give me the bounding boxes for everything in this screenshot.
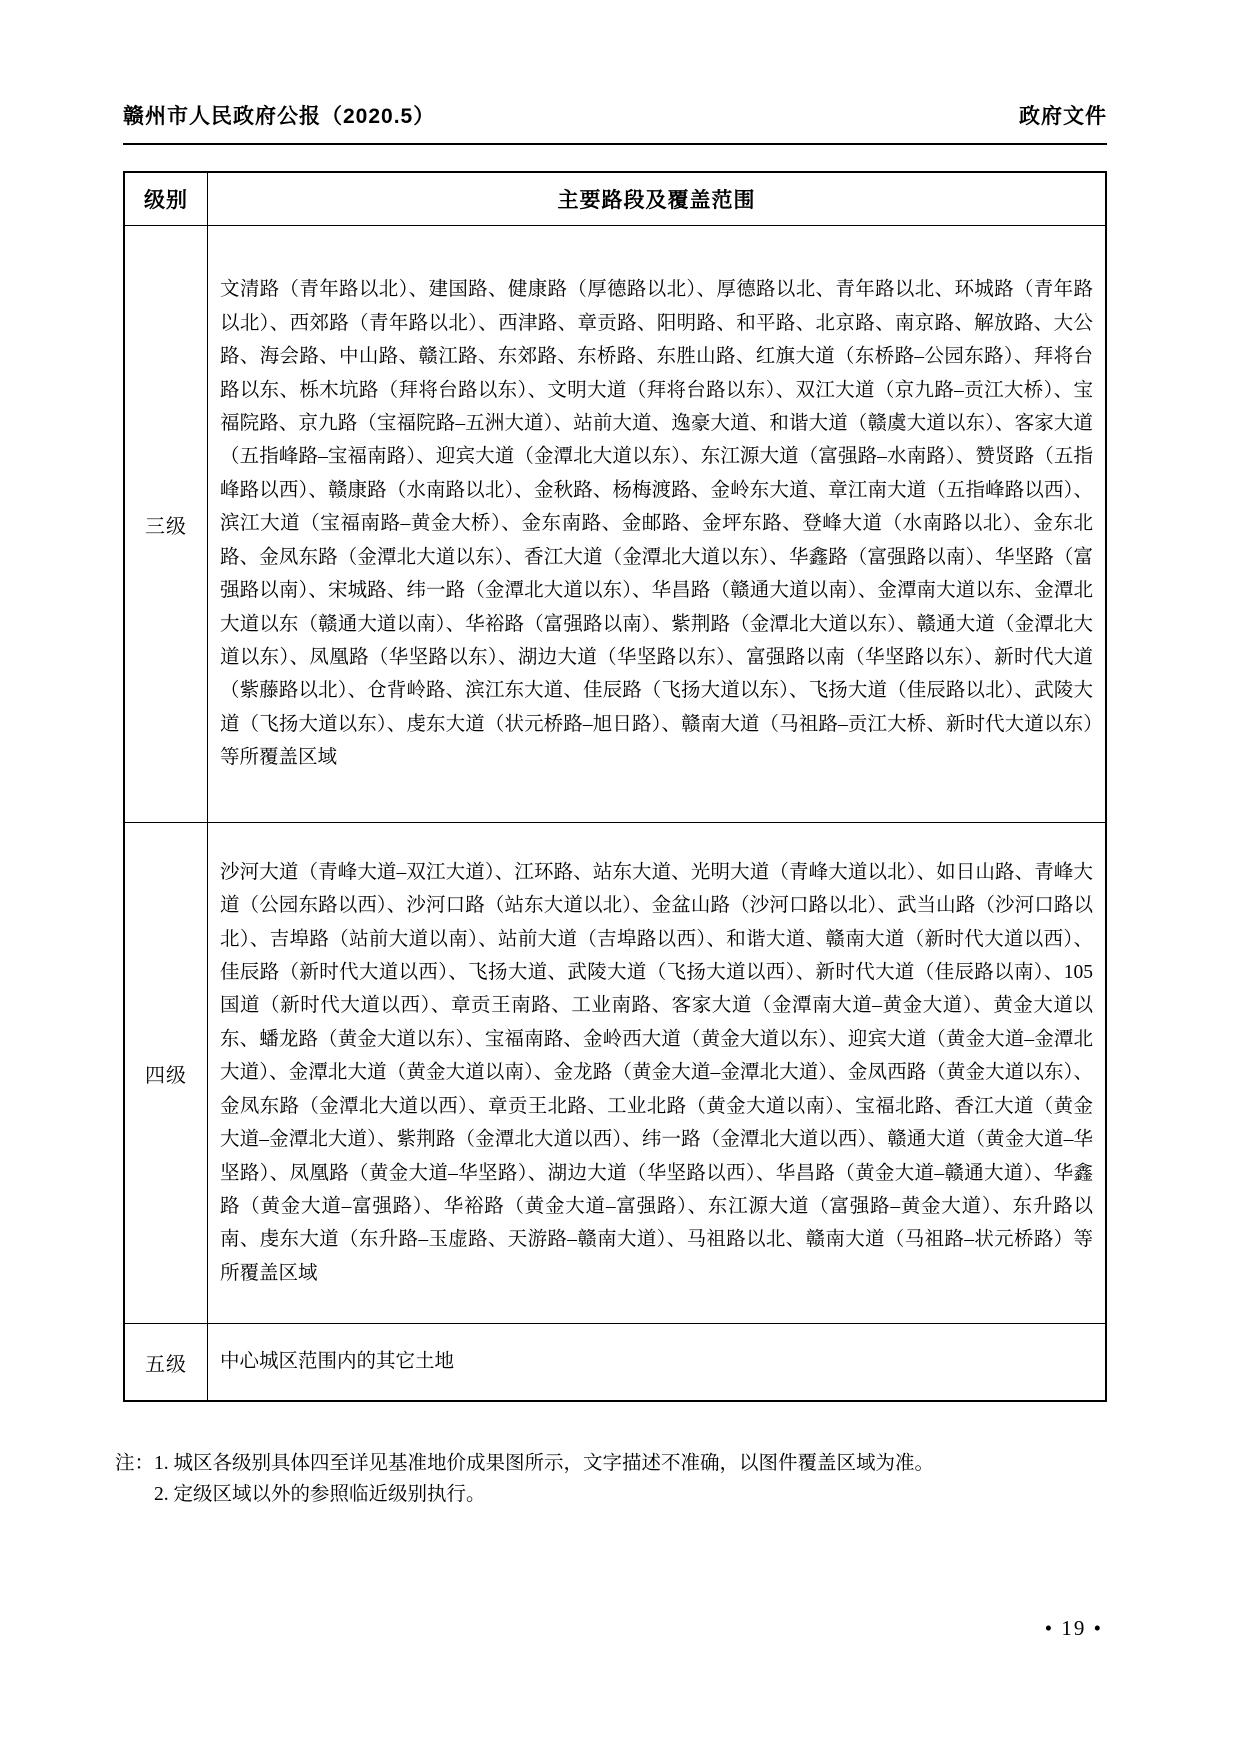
coverage-cell: 沙河大道（青峰大道–双江大道）、江环路、站东大道、光明大道（青峰大道以北）、如日山路、青峰大道（公园东路以西）、沙河口路（站东大道以北）、金盆山路（沙河口路以北）、武当山路（沙河口路以北）、吉埠路（站前大道以南）、站前大道（吉埠路以西）、和谐大道、赣南大道（新时代大道以西）、佳辰路（新时代大道以西）、飞扬大道、武陵大道（飞扬大道以西）、新时代大道（佳辰路以南）、105国道（新时代大道以西）、章贡王南路、工业南路、客家大道（金潭南大道–黄金大道）、黄金大道以东、蟠龙路（黄金大道以东）、宝福南路、金岭西大道（黄金大道以东）、迎宾大道（黄金大道–金潭北大道）、金潭北大道（黄金大道以南）、金龙路（黄金大道–金潭北大道）、金凤西路（黄金大道以东）、金凤东路（金潭北大道以西）、章贡王北路、工业北路（黄金大道以南）、宝福北路、香江大道（黄金大道–金潭北大道）、紫荆路（金潭北大道以西）、纬一路（金潭北大道以西）、赣通大道（黄金大道–华坚路）、凤凰路（黄金大道–华坚路）、湖边大道（华坚路以西）、华昌路（黄金大道–赣通大道）、华鑫路（黄金大道–富强路）、华裕路（黄金大道–富强路）、东江源大道（富强路–黄金大道）、东升路以南、虔东大道（东升路–玉虚路、天游路–赣南大道）、马祖路以北、赣南大道（马祖路–状元桥路）等所覆盖区域 [208,823,1107,1324]
level-cell: 三级 [124,226,208,823]
footnote-list [154,1448,1107,1510]
land-grade-table [123,171,1107,1402]
table-row [124,226,1106,823]
column-header-coverage: 主要路段及覆盖范围 [208,172,1107,226]
footnote-item: 2. 定级区域以外的参照临近级别执行。 [154,1484,486,1505]
gazette-title: 赣州市人民政府公报（2020.5） [123,105,436,128]
page-content [115,100,1107,1510]
section-label: 政府文件 [1019,105,1107,128]
running-header [123,100,1107,145]
table-row [124,823,1106,1324]
page-number: • 19 • [1044,1616,1103,1640]
level-cell: 五级 [124,1324,208,1402]
coverage-cell: 中心城区范围内的其它土地 [208,1324,1107,1402]
table-row [124,1324,1106,1402]
footnotes [115,1448,1107,1510]
coverage-cell: 文清路（青年路以北）、建国路、健康路（厚德路以北）、厚德路以北、青年路以北、环城路（青年路以北）、西郊路（青年路以北）、西津路、章贡路、阳明路、和平路、北京路、南京路、解放路、大公路、海会路、中山路、赣江路、东郊路、东桥路、东胜山路、红旗大道（东桥路–公园东路）、拜将台路以东、栎木坑路（拜将台路以东）、文明大道（拜将台路以东）、双江大道（京九路–贡江大桥）、宝福院路、京九路（宝福院路–五洲大道）、站前大道、逸豪大道、和谐大道（赣虞大道以东）、客家大道（五指峰路–宝福南路）、迎宾大道（金潭北大道以东）、东江源大道（富强路–水南路）、赞贤路（五指峰路以西）、赣康路（水南路以北）、金秋路、杨梅渡路、金岭东大道、章江南大道（五指峰路以西）、滨江大道（宝福南路–黄金大桥）、金东南路、金邮路、金坪东路、登峰大道（水南路以北）、金东北路、金凤东路（金潭北大道以东）、香江大道（金潭北大道以东）、华鑫路（富强路以南）、华坚路（富强路以南）、宋城路、纬一路（金潭北大道以东）、华昌路（赣通大道以南）、金潭南大道以东、金潭北大道以东（赣通大道以南）、华裕路（富强路以南）、紫荆路（金潭北大道以东）、赣通大道（金潭北大道以东）、凤凰路（华坚路以东）、湖边大道（华坚路以东）、富强路以南（华坚路以东）、新时代大道（紫藤路以北）、仓背岭路、滨江东大道、佳辰路（飞扬大道以东）、飞扬大道（佳辰路以北）、武陵大道（飞扬大道以东）、虔东大道（状元桥路–旭日路）、赣南大道（马祖路–贡江大桥、新时代大道以东）等所覆盖区域 [208,226,1107,823]
table-header-row [124,172,1106,226]
footnote-item: 1. 城区各级别具体四至详见基准地价成果图所示，文字描述不准确，以图件覆盖区域为准。 [154,1453,935,1474]
level-cell: 四级 [124,823,208,1324]
column-header-level: 级别 [124,172,208,226]
footnote-label: 注： [115,1453,155,1474]
